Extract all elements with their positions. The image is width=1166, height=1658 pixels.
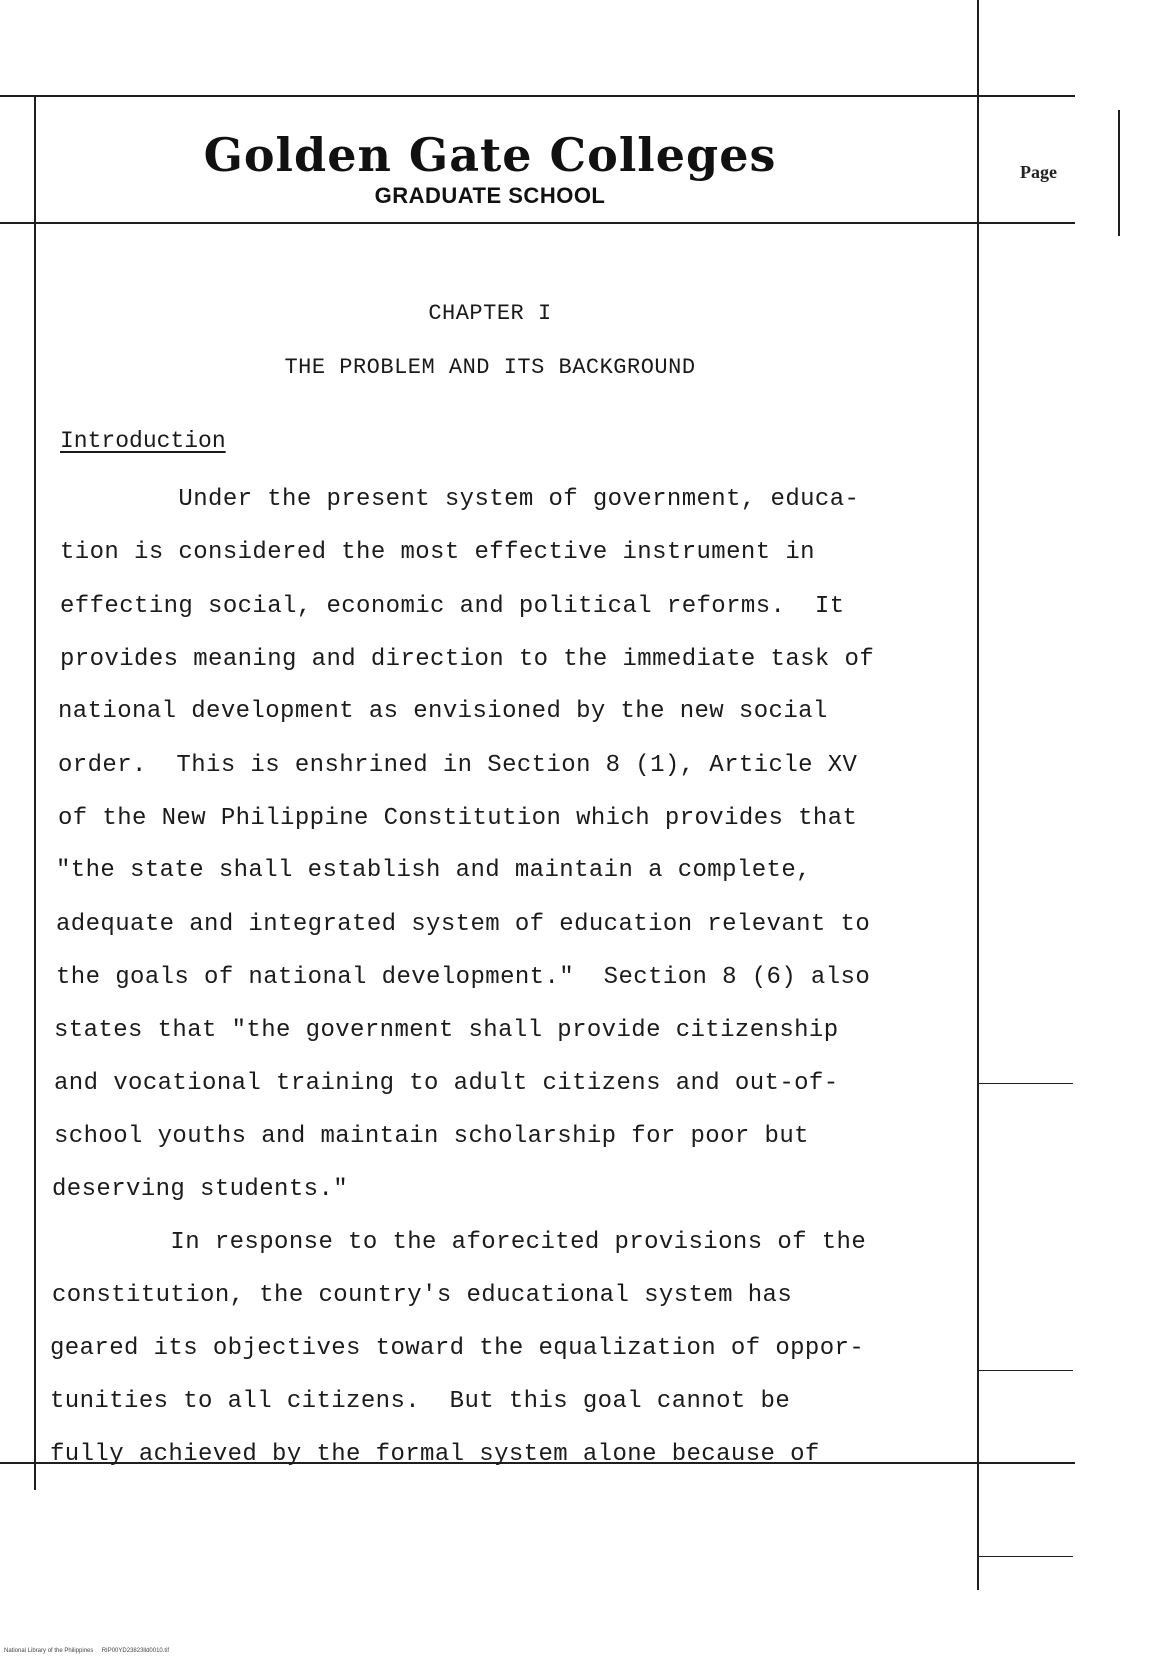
chapter-title: THE PROBLEM AND ITS BACKGROUND xyxy=(284,355,696,380)
chapter-number: CHAPTER I xyxy=(428,301,552,326)
right-tick-2 xyxy=(978,1370,1073,1371)
right-tick-3 xyxy=(978,1556,1073,1557)
scan-footer-note: National Library of the Philippines RIP00YD23823lld0010.tif xyxy=(4,1648,170,1654)
section-heading: Introduction xyxy=(60,428,226,454)
body-line: and vocational training to adult citizens and out-of- xyxy=(54,1070,839,1097)
school-name: GRADUATE SCHOOL xyxy=(374,183,606,208)
page-label: Page xyxy=(1020,162,1057,182)
body-line: geared its objectives toward the equalization of oppor- xyxy=(50,1335,865,1362)
body-line: effecting social, economic and political reforms. It xyxy=(60,593,845,620)
header-bottom-rule xyxy=(0,222,1075,224)
body-line: adequate and integrated system of education relevant to xyxy=(56,911,871,938)
body-line: national development as envisioned by the new social xyxy=(58,698,828,725)
body-line: tunities to all citizens. But this goal cannot be xyxy=(50,1388,791,1415)
body-line: In response to the aforecited provisions of the xyxy=(52,1229,867,1256)
page-column-edge xyxy=(1118,110,1120,236)
body-line: of the New Philippine Constitution which provides that xyxy=(58,805,858,832)
body-line: order. This is enshrined in Section 8 (1), Article XV xyxy=(58,752,858,779)
body-line: states that "the government shall provide citizenship xyxy=(54,1017,839,1044)
institution-name: Golden Gate Colleges xyxy=(203,128,777,182)
body-line: "the state shall establish and maintain a complete, xyxy=(56,857,811,884)
body-line: provides meaning and direction to the immediate task of xyxy=(60,646,875,673)
right-margin-rule xyxy=(977,0,979,1590)
right-tick-1 xyxy=(978,1083,1073,1084)
body-line: fully achieved by the formal system alone because of xyxy=(50,1441,820,1468)
top-rule xyxy=(0,95,1075,97)
body-line: the goals of national development." Section 8 (6) also xyxy=(56,964,871,991)
body-line: deserving students." xyxy=(52,1176,349,1203)
body-line: school youths and maintain scholarship for poor but xyxy=(54,1123,809,1150)
body-line: tion is considered the most effective instrument in xyxy=(60,539,815,566)
body-line: constitution, the country's educational system has xyxy=(52,1282,793,1309)
body-line: Under the present system of government, educa- xyxy=(60,486,860,513)
